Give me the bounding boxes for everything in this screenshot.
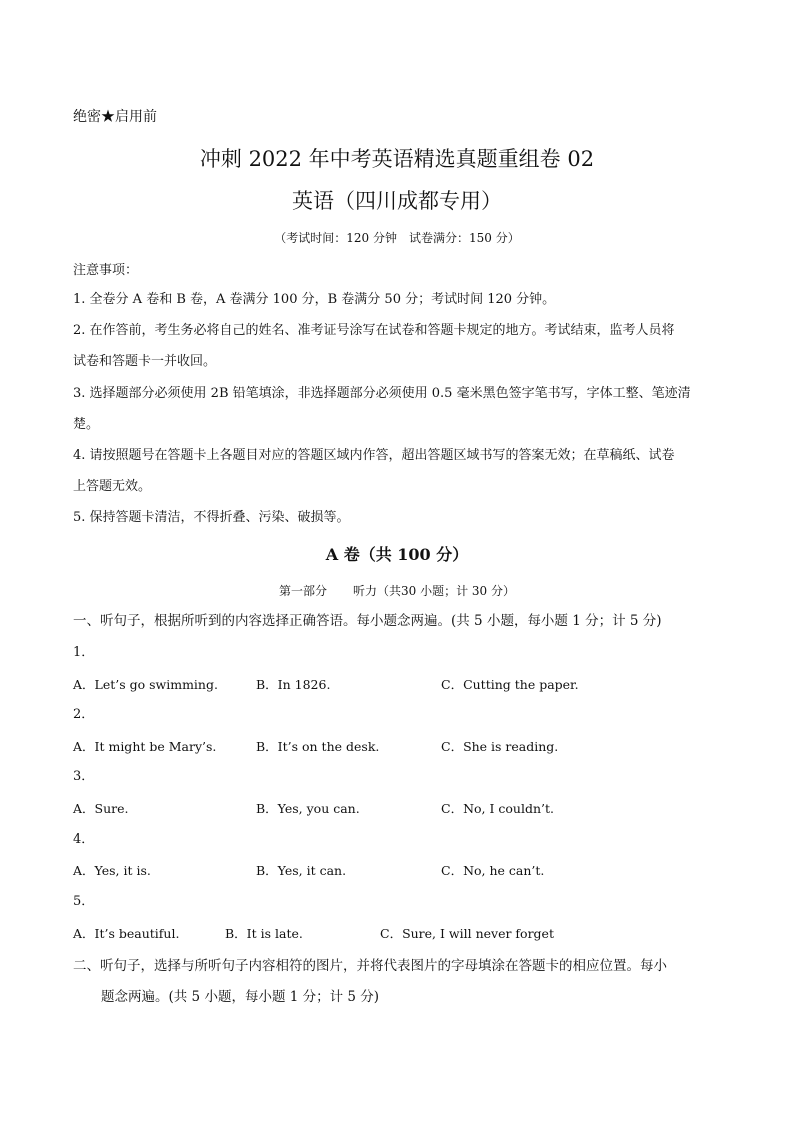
notes-heading: 注意事项： <box>73 263 139 278</box>
note-item-3-continued: 楚。 <box>73 417 100 432</box>
option-b: B．It’s on the desk. <box>256 739 380 754</box>
option-a: A．Sure. <box>73 801 129 816</box>
listening-instruction-1: 一、听句子，根据所听到的内容选择正确答语。每小题念两遍。(共 5 小题，每小题 1 分；计 5 分) <box>73 613 662 629</box>
option-b: B．It is late. <box>225 926 303 941</box>
option-b: B．In 1826. <box>256 677 331 692</box>
listening-instruction-2-continued: 题念两遍。(共 5 小题，每小题 1 分；计 5 分) <box>101 989 380 1005</box>
confidential-label: 绝密★启用前 <box>73 109 157 125</box>
question-number: 4． <box>73 832 95 847</box>
option-a: A．Yes, it is. <box>73 863 151 878</box>
part1-label: 第一部分 <box>279 584 328 598</box>
option-a: A．It’s beautiful. <box>73 926 180 941</box>
note-item-4-continued: 上答题无效。 <box>73 479 152 494</box>
exam-time-score: （考试时间：120 分钟 试卷满分：150 分） <box>274 231 520 245</box>
option-c: C．No, he can’t. <box>441 863 545 878</box>
section-a-title: A 卷（共 100 分） <box>325 545 469 564</box>
exam-subject-title: 英语（四川成都专用） <box>292 189 502 213</box>
note-item-2-continued: 试卷和答题卡一并收回。 <box>73 354 217 369</box>
note-item-3: 3. 选择题部分必须使用 2B 铅笔填涂，非选择题部分必须使用 0.5 毫米黑色签字笔书写，字体工整、笔迹清 <box>73 386 691 401</box>
question-number: 3． <box>73 769 95 784</box>
option-c: C．Cutting the paper. <box>441 677 579 692</box>
question-number: 5． <box>73 894 95 909</box>
option-b: B．Yes, you can. <box>256 801 360 816</box>
option-b: B．Yes, it can. <box>256 863 347 878</box>
part1-heading <box>0 582 794 600</box>
option-a: A．It might be Mary’s. <box>73 739 217 754</box>
question-number: 1． <box>73 645 95 660</box>
note-item-4: 4. 请按照题号在答题卡上各题目对应的答题区域内作答，超出答题区域书写的答案无效；在草稿纸、试卷 <box>73 448 675 463</box>
note-item-2: 2. 在作答前，考生务必将自己的姓名、准考证号涂写在试卷和答题卡规定的地方。考试结束，监考人员将 <box>73 323 675 338</box>
question-number: 2． <box>73 707 95 722</box>
option-c: C．She is reading. <box>441 739 559 754</box>
option-c: C．No, I couldn’t. <box>441 801 554 816</box>
option-a: A．Let’s go swimming. <box>73 677 218 692</box>
note-item-1: 1. 全卷分 A 卷和 B 卷，A 卷满分 100 分，B 卷满分 50 分；考试时间 120 分钟。 <box>73 292 556 307</box>
listening-instruction-2: 二、听句子，选择与所听句子内容相符的图片，并将代表图片的字母填涂在答题卡的相应位置。每小 <box>73 958 667 974</box>
part1-title: 听力（共30 小题；计 30 分） <box>353 584 515 598</box>
exam-title: 冲刺 2022 年中考英语精选真题重组卷 02 <box>199 147 595 171</box>
note-item-5: 5. 保持答题卡清洁，不得折叠、污染、破损等。 <box>73 510 350 525</box>
option-c: C．Sure, I will never forget <box>380 926 554 941</box>
